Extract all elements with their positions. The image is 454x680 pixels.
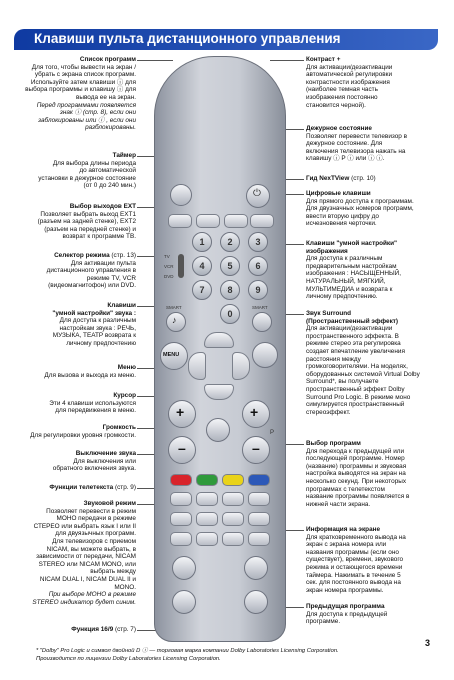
- minus-label: –: [252, 440, 260, 456]
- contrast-title: Контраст +: [306, 56, 341, 63]
- contrast-block: [306, 56, 446, 109]
- power-icon: ⏻: [253, 188, 261, 199]
- remote-control-illustration: [146, 56, 292, 636]
- teletext-key[interactable]: [170, 532, 192, 546]
- standby-title: Дежурное состояние: [306, 125, 372, 132]
- digit-2-button[interactable]: 2: [220, 232, 240, 252]
- volume-body: Для регулировки уровня громкости.: [30, 431, 136, 439]
- volume-up-button[interactable]: [168, 400, 196, 428]
- wide-button[interactable]: [172, 590, 196, 614]
- mode-switch[interactable]: [178, 254, 184, 278]
- timer-title: Таймер: [112, 152, 136, 159]
- plus-label: +: [176, 404, 185, 420]
- page-number: 3: [425, 638, 431, 648]
- previous-program-button[interactable]: [244, 590, 268, 614]
- digit-6-button[interactable]: 6: [248, 256, 268, 276]
- timer-button[interactable]: [170, 184, 192, 206]
- prev-program-block: [306, 603, 446, 626]
- smart-sound-block: [8, 302, 136, 348]
- teletext-key[interactable]: [222, 492, 244, 506]
- smart-sound-button[interactable]: [166, 312, 186, 332]
- volume-title: Громкость: [102, 424, 136, 431]
- onscreen-info-body: Для кратковременного вывода на экран с экрана номера или названия программы (если оно существует), времени, звукового режима и остающегося времени таймера. Нажимать в течение 5 сек. для постоянного вывода на экран номера программы.: [306, 533, 406, 594]
- program-list-title: Список программ: [79, 56, 136, 63]
- surround-block: [306, 310, 446, 416]
- surround-body: Для активации/дезактивации пространственного эффекта. В режиме стерео эта регулировка создает впечатление увеличения расстояния между громкоговорителями. На моделях, оборудованных системой Virtual Dolby Surround*, вы получаете пространственный эффект Dolby Surround Pro Logic. В режиме моно симулируется пространственный стереоэффект.: [306, 325, 420, 416]
- cursor-body: Эти 4 клавиши используются для передвижения в меню.: [49, 399, 136, 415]
- teletext-key[interactable]: [222, 532, 244, 546]
- cursor-block: [8, 392, 136, 415]
- page-header: [14, 29, 438, 50]
- nextview-button[interactable]: [250, 214, 274, 228]
- digit-7-button[interactable]: 7: [192, 280, 212, 300]
- prev-program-title: Предыдущая программа: [306, 603, 385, 610]
- digit-9-button[interactable]: 9: [248, 280, 268, 300]
- ext-button[interactable]: [168, 214, 192, 228]
- page-title: Клавиши пульта дистанционного управления: [34, 31, 341, 46]
- teletext-key[interactable]: [170, 492, 192, 506]
- red-key[interactable]: [170, 474, 192, 486]
- teletext-title: Функции телетекста (стр. 9): [49, 484, 136, 491]
- nextview-block: [306, 175, 446, 183]
- surround-title: Звук Surround (Пространственный эффект): [306, 310, 399, 325]
- surround-button[interactable]: [252, 342, 278, 368]
- digits-body: Для прямого доступа к программам. Для двузначных номеров программ, ввести вторую цифру до исчезновения черточки.: [306, 197, 414, 228]
- ext-block: [8, 203, 136, 241]
- plus-label: +: [250, 404, 259, 420]
- teletext-key[interactable]: [248, 492, 270, 506]
- ext-body: Позволяет выбрать выход EXT1 (разъем на задней стенке), EXT2 (разъем на передней стенке) и возврат к программе ТВ.: [37, 210, 136, 241]
- program-select-block: [306, 440, 446, 508]
- smart-picture-body: Для доступа к различным предварительным настройкам изображения : НАСЫЩЕННЫЙ, НАТУРАЛЬНЫЙ, МЯГКИЙ, МУЛЬТИМЕДИА и возврата к личному предпочтению.: [306, 255, 401, 301]
- smart-picture-block: [306, 240, 446, 301]
- sound-mode-button[interactable]: [172, 556, 196, 580]
- smart-picture-title: Клавиши "умной настройки" изображения: [306, 240, 398, 255]
- program-list-button[interactable]: [196, 214, 220, 228]
- program-select-body: Для перехода к предыдущей или последующей программе. Номер (название) программы и звуковая настройка выводятся на экран на несколько секунд. При некоторых программах с телетекстом название программы появляется в нижней части экрана.: [306, 447, 410, 508]
- wide-block: [8, 626, 136, 634]
- standby-body: Позволяет перевести телевизор в дежурное состояние. Для включения телевизора нажать на клавишу ⓘ P ⓘ или ⓘ ⓘ.: [306, 132, 408, 163]
- mode-selector-title: Селектор режима (стр. 13): [54, 252, 136, 259]
- footnote: * "Dolby" Pro Logic и символ двойной D ⓘ — торговая марка компании Dolby Laboratories Licensing Corporation. Производится по лицензии Dolby Laboratories Licensing Corporation.: [36, 648, 339, 662]
- smart-sound-label: SMART: [166, 305, 182, 310]
- digit-0-button[interactable]: 0: [220, 304, 240, 324]
- program-list-note: Перед программами появляется знак ⓘ (стр. 8), если они заблокированы или ⓘ , если они разблокированы.: [36, 101, 136, 132]
- menu-title: Меню: [117, 364, 136, 371]
- teletext-key[interactable]: [170, 512, 192, 526]
- digits-title: Цифровые клавиши: [306, 190, 371, 197]
- cursor-left-button[interactable]: [188, 352, 206, 380]
- menu-body: Для вызова и выхода из меню.: [44, 371, 136, 379]
- program-label: P: [270, 430, 275, 436]
- teletext-key[interactable]: [248, 512, 270, 526]
- smart-sound-title: Клавиши "умной настройки" звука :: [52, 302, 136, 317]
- volume-down-button[interactable]: [168, 436, 196, 464]
- cursor-title: Курсор: [113, 392, 136, 399]
- program-select-title: Выбор программ: [306, 440, 361, 447]
- menu-block: [8, 364, 136, 379]
- timer-block: [8, 152, 136, 190]
- program-up-button[interactable]: [242, 400, 270, 428]
- menu-label: MENU: [163, 352, 180, 358]
- teletext-key[interactable]: [222, 512, 244, 526]
- teletext-block: [8, 484, 136, 492]
- note-icon: ♪: [172, 315, 177, 325]
- mode-label-dvd: DVD: [164, 274, 174, 279]
- sound-mode-block: [8, 500, 136, 606]
- digit-4-button[interactable]: 4: [192, 256, 212, 276]
- timer-body: Для выбора длины периода до автоматической установки в дежурное состояние (от 0 до 240 мин.): [38, 159, 136, 190]
- mode-label-tv: TV: [164, 254, 170, 259]
- digit-5-button[interactable]: 5: [220, 256, 240, 276]
- mute-title: Выключение звука: [75, 450, 136, 457]
- mode-selector-block: [8, 252, 136, 290]
- program-list-body: Для того, чтобы вывести на экран / убрать с экрана список программ. Используйте затем клавиши ⓘ для выбора программы и клавишу ⓘ для вывода ее на экран.: [25, 63, 136, 101]
- mode-label-vcr: VCR: [164, 264, 174, 269]
- blue-key[interactable]: [248, 474, 270, 486]
- mute-block: [8, 450, 136, 473]
- nextview-title: Гид NexTView (стр. 10): [306, 175, 376, 182]
- mode-selector-body: Для активации пульта дистанционного управления в режиме TV, VCR (видеомагнитофон) или DVD.: [46, 259, 136, 290]
- menu-button[interactable]: [160, 342, 188, 370]
- yellow-key[interactable]: [222, 474, 244, 486]
- info-button[interactable]: [244, 556, 268, 580]
- teletext-key[interactable]: [196, 532, 218, 546]
- digit-1-button[interactable]: 1: [192, 232, 212, 252]
- teletext-key[interactable]: [196, 492, 218, 506]
- ext-title: Выбор выходов EXT: [69, 203, 136, 210]
- onscreen-info-title: Информация на экране: [306, 526, 381, 533]
- prev-program-body: Для доступа к предыдущей программе.: [306, 610, 388, 626]
- program-list-block: [8, 56, 136, 132]
- sound-mode-note: При выборе МОНО в режиме STEREO индикатор будет синим.: [32, 591, 136, 606]
- teletext-key[interactable]: [196, 512, 218, 526]
- onscreen-info-block: [306, 526, 446, 594]
- volume-block: [8, 424, 136, 439]
- smart-picture-button[interactable]: [252, 312, 272, 332]
- mute-body: Для выключения или обратного включения звука.: [52, 457, 136, 473]
- standby-block: [306, 125, 446, 163]
- digits-block: [306, 190, 446, 228]
- minus-label: –: [178, 440, 186, 456]
- sound-mode-body: Позволяет перевести в режим МОНО передачи в режиме СТЕРЕО или выбрать язык I или II для двуязычных программ. Для телевизоров с приемом NICAM, вы можете выбрать, в зависимости от передачи, NICAM STEREO или NICAM MONO, или выбрать между NICAM DUAL I, NICAM DUAL II и MONO.: [33, 507, 136, 591]
- green-key[interactable]: [196, 474, 218, 486]
- cursor-up-button[interactable]: [204, 332, 234, 348]
- contrast-button[interactable]: [224, 214, 248, 228]
- program-down-button[interactable]: [242, 436, 270, 464]
- sound-mode-title: Звуковой режим: [83, 500, 136, 507]
- mute-button[interactable]: [206, 418, 230, 442]
- smart-picture-label: SMART: [252, 305, 268, 310]
- contrast-body: Для активации/дезактивации автоматической регулировки контрастности изображения (наиболее темная часть изображения постоянно становится черной).: [306, 63, 393, 109]
- standby-button[interactable]: [246, 184, 270, 208]
- digit-8-button[interactable]: 8: [220, 280, 240, 300]
- digit-3-button[interactable]: 3: [248, 232, 268, 252]
- wide-title: Функция 16/9 (стр. 7): [71, 626, 136, 633]
- teletext-key[interactable]: [248, 532, 270, 546]
- smart-sound-body: Для доступа к различным настройкам звука : РЕЧЬ, МУЗЫКА, ТЕАТР возврата к личному предпочтению: [52, 317, 136, 347]
